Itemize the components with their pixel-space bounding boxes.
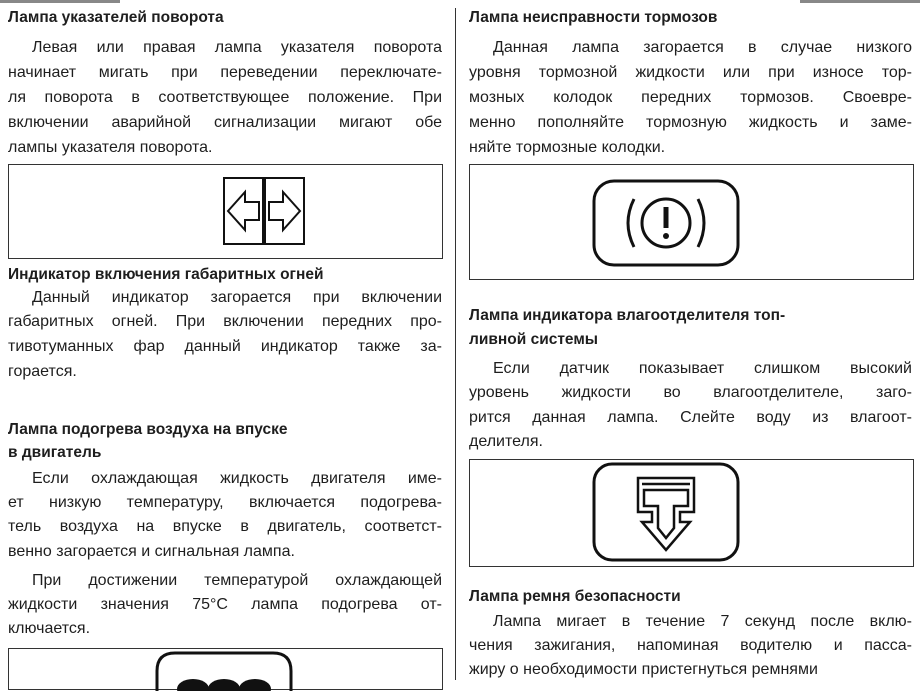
paragraph-line: Левая или правая лампа указателя поворота bbox=[32, 39, 442, 56]
paragraph-line: Данная лампа загорается в случае низкого bbox=[493, 39, 912, 56]
brake-warning-icon bbox=[592, 179, 740, 267]
paragraph-line: горается. bbox=[8, 363, 77, 380]
paragraph-line: Лампа мигает в течение 7 секунд после вклю- bbox=[493, 613, 912, 630]
paragraph-line: ет низкую температуру, включается подогрева- bbox=[8, 494, 442, 511]
section-title: Лампа указателей поворота bbox=[8, 9, 224, 26]
paragraph-line: лампы указателя поворота. bbox=[8, 139, 213, 156]
paragraph-line: уровня тормозной жидкости или при износе тор- bbox=[469, 64, 912, 81]
paragraph-line: тивотуманных фар данный индикатор также за- bbox=[8, 338, 442, 355]
section-title: ливной системы bbox=[469, 331, 599, 348]
section-title: в двигатель bbox=[8, 444, 102, 461]
turn-signal-arrows-icon bbox=[223, 177, 305, 245]
paragraph-line: Если датчик показывает слишком высокий bbox=[493, 360, 912, 377]
section-title: Лампа подогрева воздуха на впуске bbox=[8, 421, 288, 438]
section-title: Лампа неисправности тормозов bbox=[469, 9, 718, 26]
paragraph-line: уровень жидкости во влагоотделителе, заго- bbox=[469, 384, 912, 401]
section-title: Лампа ремня безопасности bbox=[469, 588, 681, 605]
page-edge-line bbox=[0, 0, 120, 3]
paragraph-line: ля поворота в соответствующее положение. При bbox=[8, 89, 442, 106]
water-separator-frame bbox=[469, 459, 914, 567]
paragraph-line: жиру о необходимости пристегнуться ремнями bbox=[469, 661, 818, 678]
paragraph-line: рится данная лампа. Слейте воду из влагоот- bbox=[469, 409, 912, 426]
paragraph-line: жидкости значения 75°C лампа подогрева от- bbox=[8, 596, 442, 613]
paragraph-line: начинает мигать при переведении переключате- bbox=[8, 64, 442, 81]
paragraph-line: няйте тормозные колодки. bbox=[469, 139, 666, 156]
paragraph-line: венно загорается и сигнальная лампа. bbox=[8, 543, 295, 560]
column-divider bbox=[455, 8, 456, 680]
paragraph-line: чения зажигания, напоминая водителю и пасса- bbox=[469, 637, 912, 654]
glow-plug-frame bbox=[8, 648, 443, 690]
paragraph-line: тель воздуха на впуске в двигатель, соответст- bbox=[8, 518, 442, 535]
paragraph-line: делителя. bbox=[469, 433, 543, 450]
paragraph-line: При достижении температурой охлаждающей bbox=[32, 572, 442, 589]
page-edge-line bbox=[800, 0, 920, 3]
paragraph-line: Если охлаждающая жидкость двигателя име- bbox=[32, 470, 442, 487]
paragraph-line: Данный индикатор загорается при включении bbox=[32, 289, 442, 306]
brake-warning-frame bbox=[469, 164, 914, 280]
section-title: Лампа индикатора влагоотделителя топ- bbox=[469, 307, 786, 324]
paragraph-line: включении аварийной сигнализации мигают обе bbox=[8, 114, 442, 131]
paragraph-line: габаритных огней. При включении передних про- bbox=[8, 313, 442, 330]
section-title: Индикатор включения габаритных огней bbox=[8, 266, 324, 283]
paragraph-line: менно пополняйте тормозную жидкость и заме- bbox=[469, 114, 912, 131]
paragraph-line: ключается. bbox=[8, 620, 91, 637]
water-separator-icon bbox=[592, 462, 740, 562]
turn-signal-frame bbox=[8, 164, 443, 259]
glow-plug-icon bbox=[155, 651, 295, 691]
paragraph-line: мозных колодок передних тормозов. Своевре- bbox=[469, 89, 912, 106]
